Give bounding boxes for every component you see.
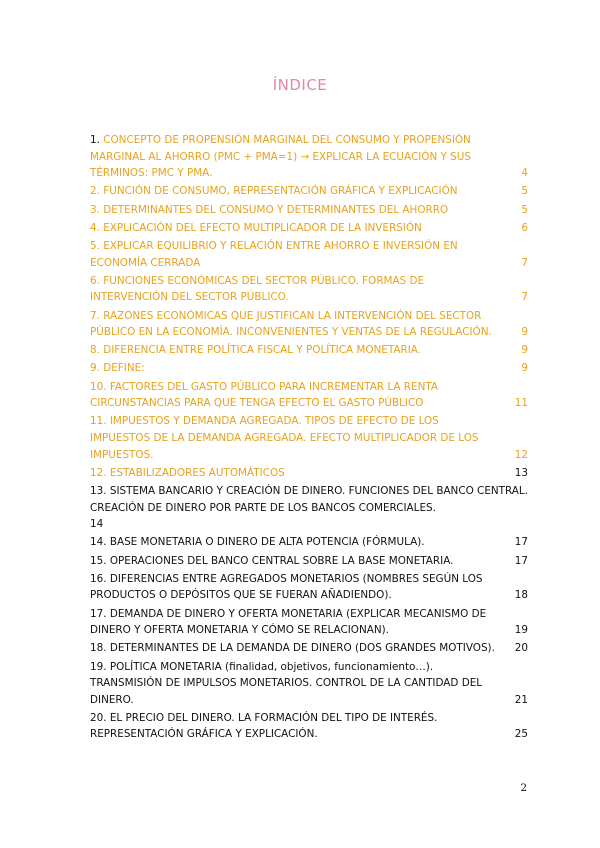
toc-entry-page: 9 [521, 362, 528, 375]
toc-entry-page: 11 [514, 397, 528, 410]
toc-entry-title: DEMANDA DE DINERO Y OFERTA MONETARIA (EXPLICAR MECANISMO DE DINERO Y OFERTA MONETARIA Y CÓMO SE RELACIONAN). [90, 607, 487, 637]
toc-entry-number: 5. [90, 239, 100, 252]
toc-entry-16[interactable] [90, 571, 528, 604]
toc-entry-title: FACTORES DEL GASTO PÚBLICO PARA INCREMENTAR LA RENTA CIRCUNSTANCIAS PARA QUE TENGA EFECTO EL GASTO PÚBLICO [90, 380, 438, 410]
toc-entry-17[interactable] [90, 606, 528, 639]
toc-entry-number: 18. [90, 642, 107, 655]
toc-entry-number: 7. [90, 309, 100, 322]
toc-entry-page: 5 [521, 203, 528, 216]
toc-entry-number: 11. [90, 415, 107, 428]
toc-entry-title: DIFERENCIA ENTRE POLÍTICA FISCAL Y POLÍTICA MONETARIA. [103, 344, 422, 357]
toc-entry-page: 13 [514, 466, 528, 479]
toc-entry-6[interactable] [90, 273, 528, 306]
toc-entry-8[interactable] [90, 342, 528, 359]
toc-entry-number: 20. [90, 711, 107, 724]
toc-entry-title: FUNCIONES ECONÓMICAS DEL SECTOR PÚBLICO. FORMAS DE INTERVENCIÓN DEL SECTOR PÚBLICO. [90, 274, 425, 304]
toc-entry-number: 13. [90, 485, 107, 497]
toc-entry-number: 9. [90, 362, 100, 375]
toc-entry-number: 6. [90, 274, 100, 287]
toc-entry-page: 6 [521, 221, 528, 234]
toc-entry-number: 3. [90, 203, 100, 216]
toc-entry-18[interactable] [90, 640, 528, 657]
toc-entry-number: 15. [90, 554, 107, 567]
toc-entry-number: 16. [90, 572, 107, 585]
toc-entry-page: 9 [521, 326, 528, 339]
toc-entry-title: EXPLICACIÓN DEL EFECTO MULTIPLICADOR DE LA INVERSIÓN [103, 221, 422, 234]
toc-entry-page: 12 [514, 448, 528, 461]
toc-entry-page: 5 [521, 185, 528, 198]
page-number: 2 [520, 782, 527, 794]
toc-entry-page: 19 [514, 624, 528, 637]
toc-entry-title: CONCEPTO DE PROPENSIÓN MARGINAL DEL CONSUMO Y PROPENSIÓN MARGINAL AL AHORRO (PMC + PMA=1) → EXPLICAR LA ECUACIÓN Y SUS TÉRMINOS: PMC Y PMA. [90, 134, 471, 180]
toc-entry-page: 25 [514, 728, 528, 741]
toc-entry-1[interactable] [90, 132, 528, 182]
toc-entry-number: 17. [90, 607, 107, 620]
toc-entry-page: 17 [514, 536, 528, 549]
toc-entry-number: 8. [90, 344, 100, 357]
toc-entry-page: 7 [521, 291, 528, 304]
toc-entry-title: POLÍTICA MONETARIA (finalidad, objetivos, funcionamiento…). TRANSMISIÓN DE IMPULSOS MONETARIOS. CONTROL DE LA CANTIDAD DEL DINERO. [90, 660, 483, 706]
toc-entry-3[interactable] [90, 202, 528, 219]
toc-entry-title: OPERACIONES DEL BANCO CENTRAL SOBRE LA BASE MONETARIA. [109, 554, 454, 567]
toc-entry-title: EL PRECIO DEL DINERO. LA FORMACIÓN DEL TIPO DE INTERÉS. REPRESENTACIÓN GRÁFICA Y EXPLICACIÓN. [90, 711, 438, 741]
toc-entry-number: 1. [90, 134, 100, 146]
toc-entry-15[interactable] [90, 553, 528, 570]
toc-entry-number: 14. [90, 536, 107, 549]
toc-entry-page: 20 [514, 642, 528, 655]
toc-entry-11[interactable] [90, 413, 528, 463]
toc-entry-12[interactable] [90, 465, 528, 482]
toc-entry-title: RAZONES ECONÓMICAS QUE JUSTIFICAN LA INTERVENCIÓN DEL SECTOR PÚBLICO EN LA ECONOMÍA. INCONVENIENTES Y VENTAS DE LA REGULACIÓN. [90, 309, 492, 339]
toc-entry-number: 19. [90, 660, 107, 673]
toc-entry-page: 17 [514, 554, 528, 567]
toc-entry-title: IMPUESTOS Y DEMANDA AGREGADA. TIPOS DE EFECTO DE LOS IMPUESTOS DE LA DEMANDA AGREGADA. EFECTO MULTIPLICADOR DE LOS IMPUESTOS. [90, 415, 479, 461]
toc-entry-13[interactable] [90, 483, 528, 533]
toc-entry-7[interactable] [90, 308, 528, 341]
toc-entry-page: 4 [521, 167, 528, 180]
page-title: ÍNDICE [272, 76, 328, 94]
toc-entry-title: ESTABILIZADORES AUTOMÁTICOS [109, 466, 285, 479]
toc-entry-9[interactable] [90, 360, 528, 377]
toc-entry-title: DETERMINANTES DE LA DEMANDA DE DINERO (DOS GRANDES MOTIVOS). [109, 642, 495, 655]
toc-entry-4[interactable] [90, 220, 528, 237]
toc-entry-title: DETERMINANTES DEL CONSUMO Y DETERMINANTES DEL AHORRO [103, 203, 449, 216]
table-of-contents [90, 132, 528, 745]
toc-entry-number: 10. [90, 380, 107, 393]
toc-entry-20[interactable] [90, 710, 528, 743]
toc-entry-title: SISTEMA BANCARIO Y CREACIÓN DE DINERO. FUNCIONES DEL BANCO CENTRAL. CREACIÓN DE DINERO POR PARTE DE LOS BANCOS COMERCIALES. [90, 485, 528, 514]
toc-entry-page: 14 [90, 518, 104, 531]
toc-entry-page: 21 [514, 693, 528, 706]
toc-entry-title: BASE MONETARIA O DINERO DE ALTA POTENCIA (FÓRMULA). [109, 536, 425, 549]
toc-entry-number: 12. [90, 466, 107, 479]
toc-entry-2[interactable] [90, 183, 528, 200]
toc-entry-number: 2. [90, 185, 100, 198]
toc-entry-5[interactable] [90, 238, 528, 271]
toc-entry-19[interactable] [90, 659, 528, 709]
toc-entry-10[interactable] [90, 379, 528, 412]
toc-entry-title: DIFERENCIAS ENTRE AGREGADOS MONETARIOS (NOMBRES SEGÚN LOS PRODUCTOS O DEPÓSITOS QUE SE FUERAN AÑADIENDO). [90, 572, 483, 602]
toc-entry-title: FUNCIÓN DE CONSUMO, REPRESENTACIÓN GRÁFICA Y EXPLICACIÓN [103, 185, 458, 198]
toc-entry-page: 9 [521, 344, 528, 357]
toc-entry-page: 18 [514, 589, 528, 602]
toc-entry-title: DEFINE: [103, 362, 145, 375]
toc-entry-14[interactable] [90, 534, 528, 551]
toc-entry-number: 4. [90, 221, 100, 234]
toc-entry-page: 7 [521, 256, 528, 269]
toc-entry-title: EXPLICAR EQUILIBRIO Y RELACIÓN ENTRE AHORRO E INVERSIÓN EN ECONOMÍA CERRADA [90, 239, 458, 269]
